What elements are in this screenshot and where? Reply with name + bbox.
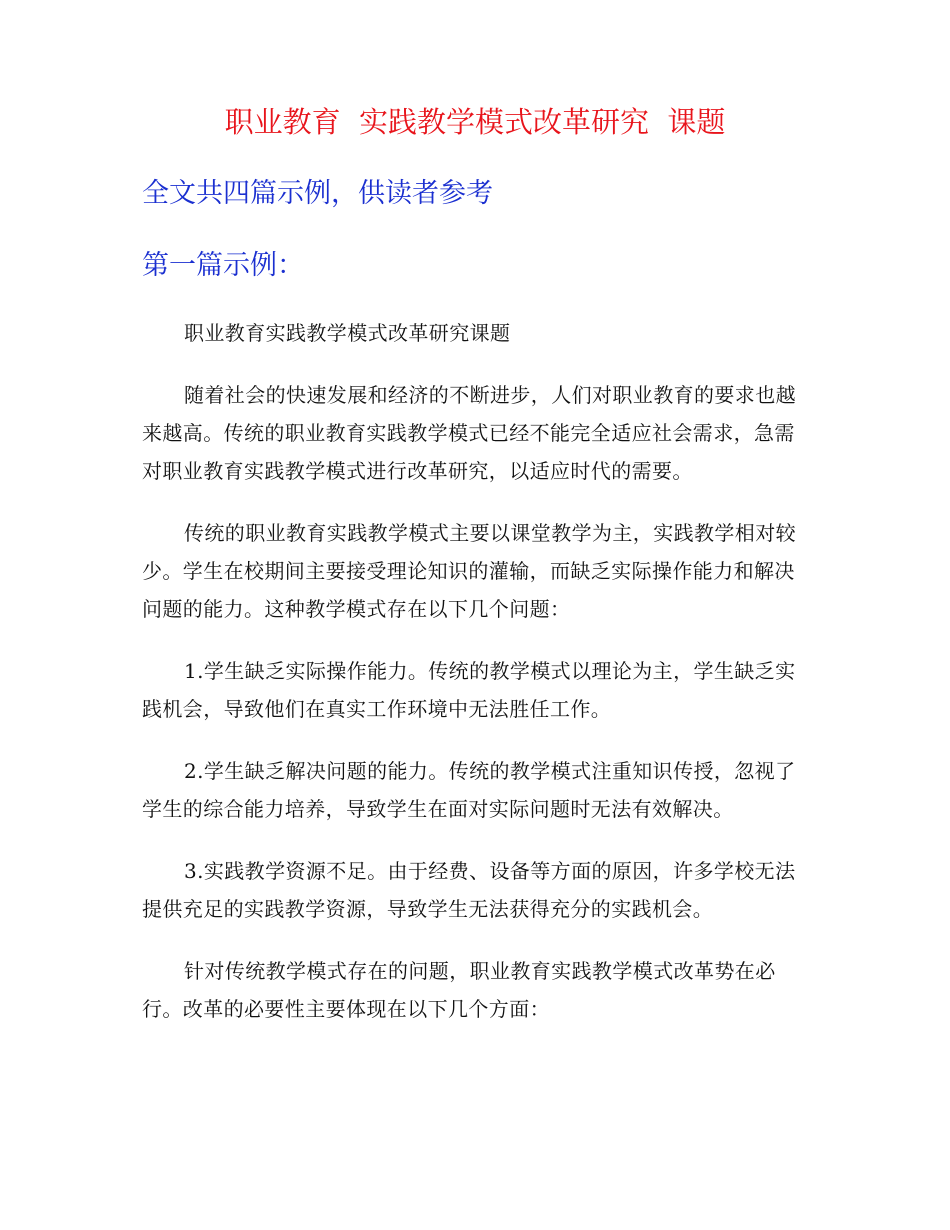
paragraph-topic: 职业教育实践教学模式改革研究课题 — [184, 321, 511, 345]
document-body — [142, 314, 812, 1028]
document-subtitle: 全文共四篇示例，供读者参考 — [142, 178, 493, 209]
paragraph-point-1: 1.学生缺乏实际操作能力。传统的教学模式以理论为主，学生缺乏实践机会，导致他们在真实工作环境中无法胜任工作。 — [142, 659, 796, 721]
paragraph-point-3: 3.实践教学资源不足。由于经费、设备等方面的原因，许多学校无法提供充足的实践教学资源，导致学生无法获得充分的实践机会。 — [142, 859, 796, 921]
section-heading: 第一篇示例： — [142, 250, 304, 281]
paragraph: 随着社会的快速发展和经济的不断进步，人们对职业教育的要求也越来越高。传统的职业教育实践教学模式已经不能完全适应社会需求，急需对职业教育实践教学模式进行改革研究，以适应时代的需要。 — [142, 383, 796, 483]
paragraph: 针对传统教学模式存在的问题，职业教育实践教学模式改革势在必行。改革的必要性主要体现在以下几个方面： — [142, 959, 776, 1021]
paragraph-point-2: 2.学生缺乏解决问题的能力。传统的教学模式注重知识传授，忽视了学生的综合能力培养，导致学生在面对实际问题时无法有效解决。 — [142, 759, 796, 821]
paragraph: 传统的职业教育实践教学模式主要以课堂教学为主，实践教学相对较少。学生在校期间主要接受理论知识的灌输，而缺乏实际操作能力和解决问题的能力。这种教学模式存在以下几个问题： — [142, 521, 796, 621]
document-title: 职业教育 实践教学模式改革研究 课题 — [224, 105, 726, 139]
